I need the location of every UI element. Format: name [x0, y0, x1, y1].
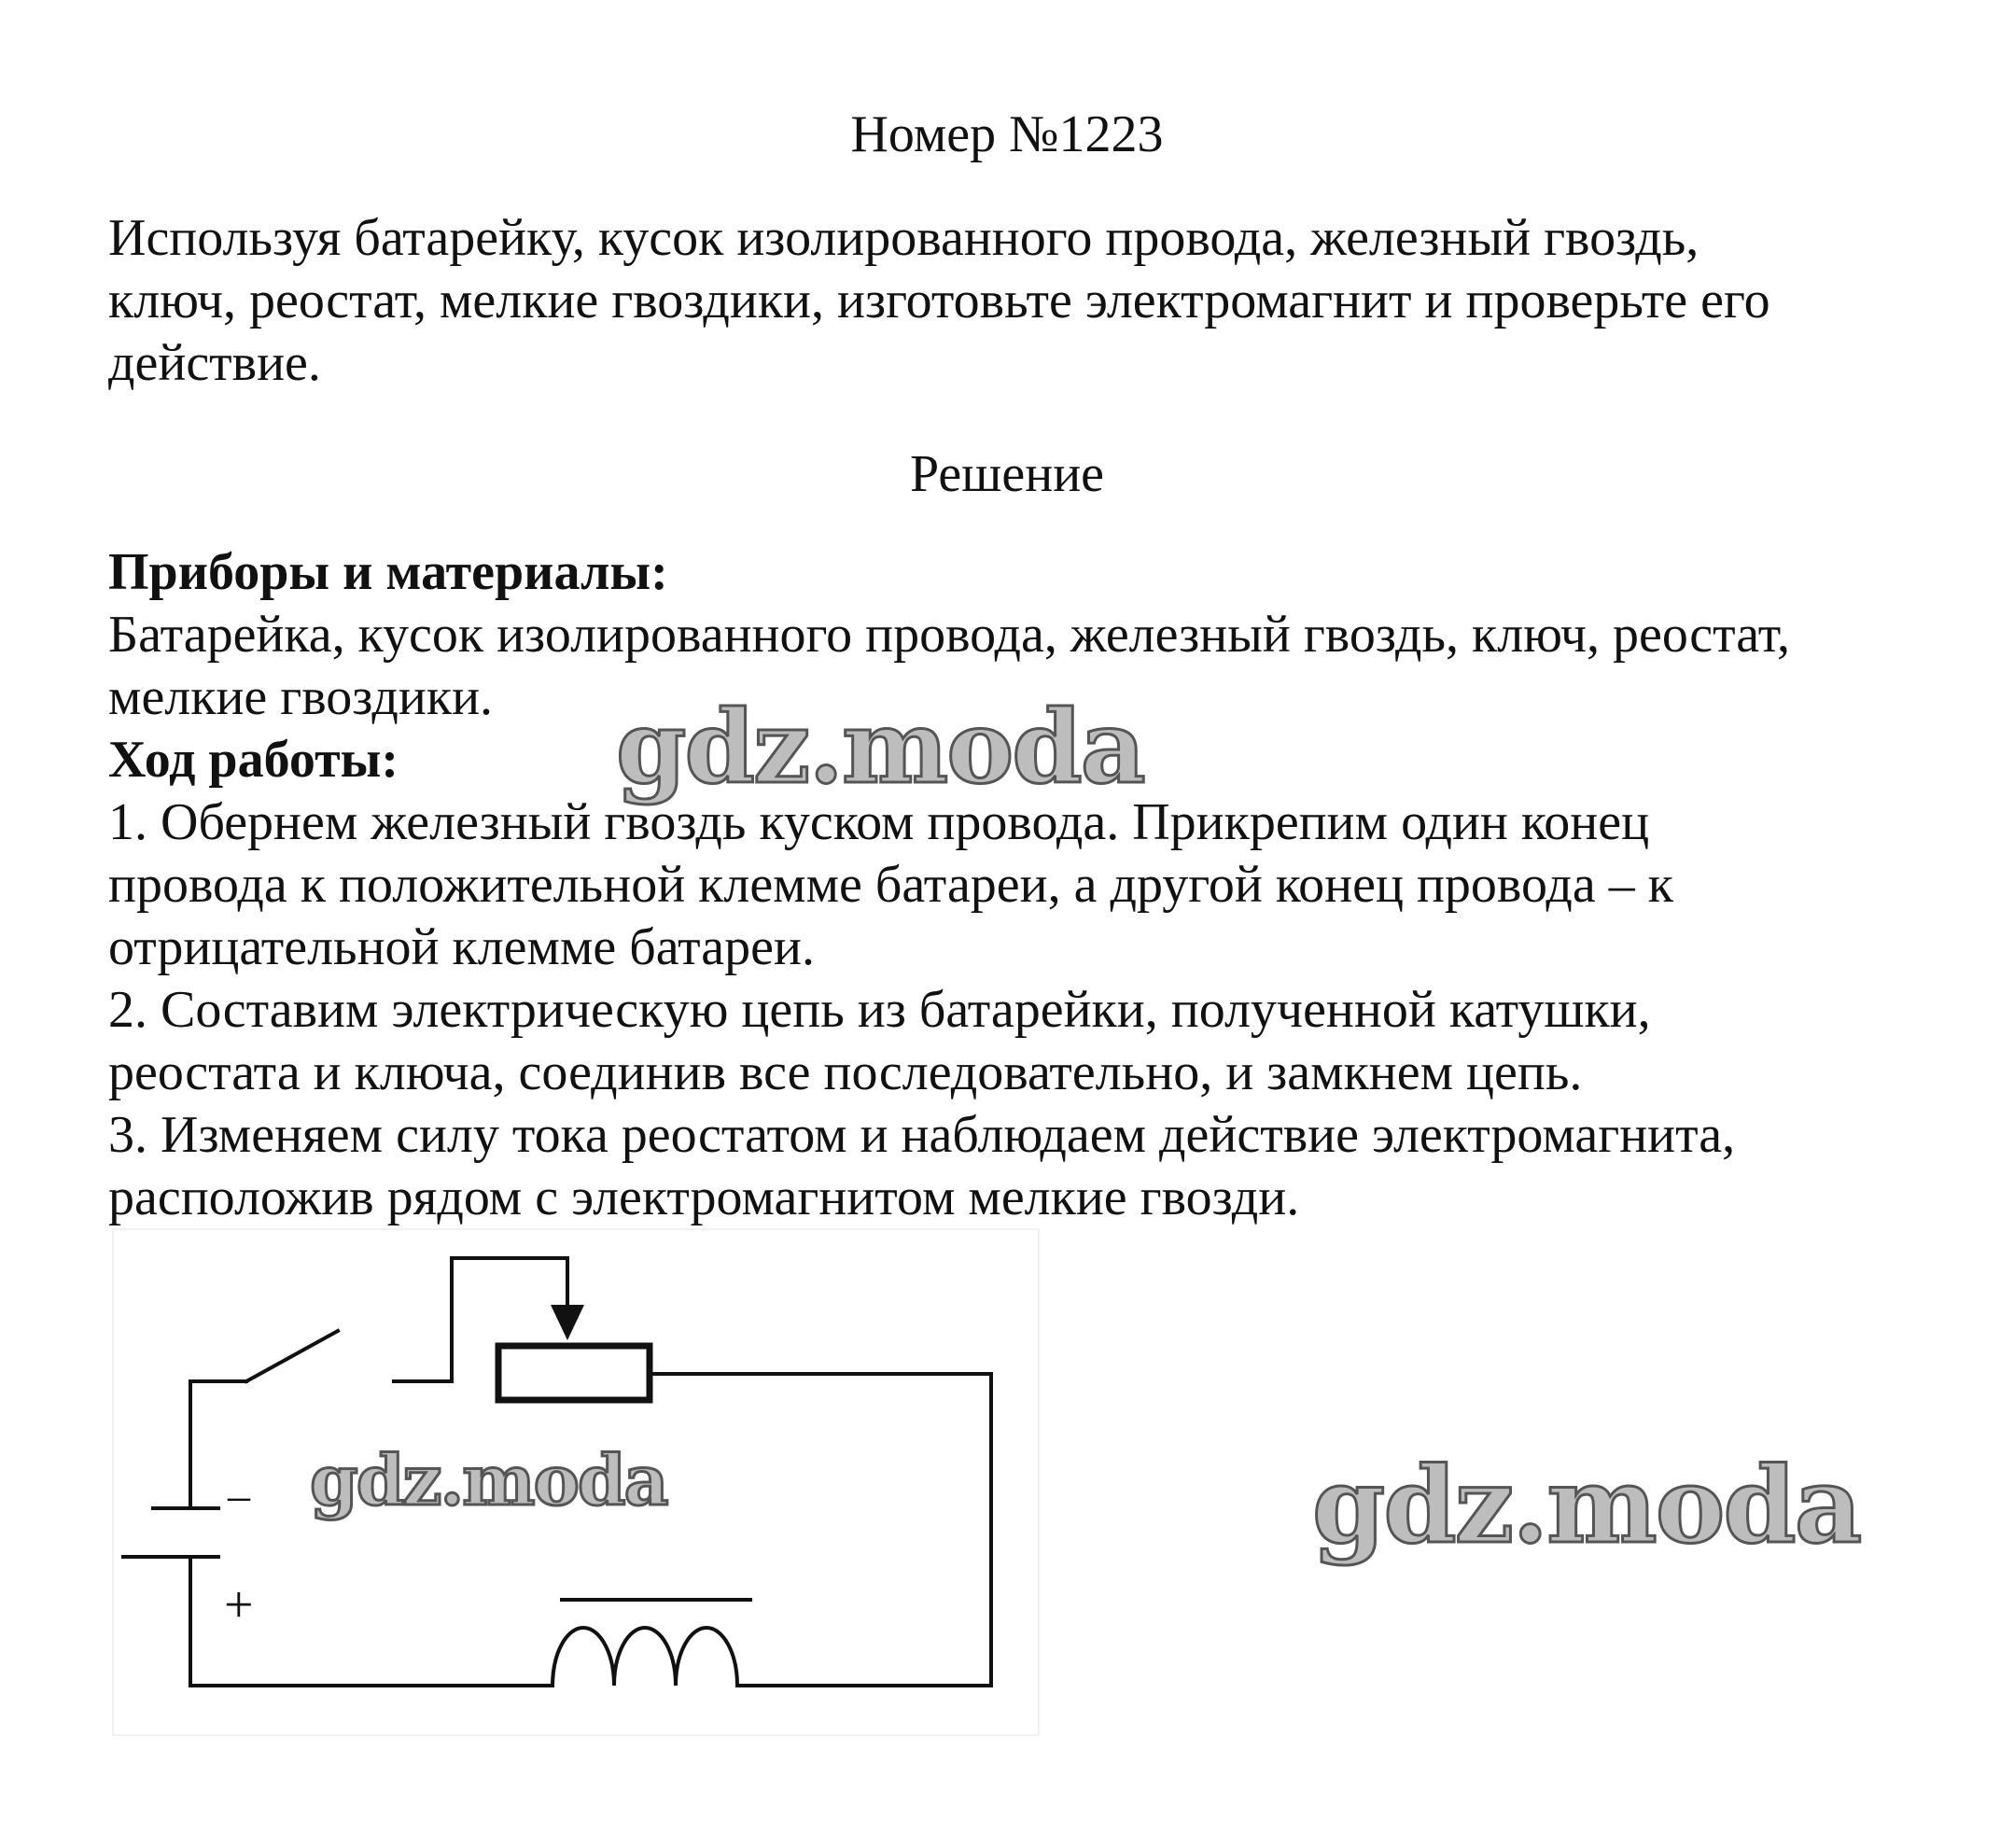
procedure-line: провода к положительной клемме батареи, а другой конец провода – к	[108, 856, 1673, 914]
solution-body	[108, 541, 1965, 1229]
battery-plus-label: +	[224, 1576, 254, 1634]
watermark-logo: gdz.moda	[1312, 1445, 1861, 1567]
slider-wire	[452, 1258, 567, 1381]
watermark-logo: gdz.moda	[310, 1441, 667, 1521]
page-title: Номер №1223	[850, 105, 1164, 163]
battery-minus-label: –	[228, 1471, 250, 1520]
rheostat-resistor	[498, 1346, 650, 1400]
coil-winding	[552, 1628, 775, 1686]
procedure-line: 2. Составим электрическую цепь из батарейки, полученной катушки,	[108, 981, 1651, 1039]
materials-line: Батарейка, кусок изолированного провода, железный гвоздь, ключ, реостат,	[108, 606, 1790, 664]
procedure-line: 1. Обернем железный гвоздь куском провода. Прикрепим один конец	[108, 793, 1650, 851]
task-line: ключ, реостат, мелкие гвоздики, изготовьте электромагнит и проверьте его	[108, 272, 1770, 329]
task-text	[108, 207, 1965, 395]
watermark-logo: gdz.moda	[616, 689, 1144, 806]
task-line: действие.	[108, 334, 321, 392]
procedure-line: реостата и ключа, соединив все последовательно, и замкнем цепь.	[108, 1043, 1583, 1101]
procedure-line: 3. Изменяем силу тока реостатом и наблюдаем действие электромагнита,	[108, 1106, 1736, 1164]
switch-blade	[246, 1331, 338, 1381]
solution-heading: Решение	[909, 445, 1105, 503]
materials-line: мелкие гвоздики.	[108, 668, 494, 726]
wire-right	[650, 1374, 991, 1686]
procedure-line: отрицательной клемме батареи.	[108, 918, 815, 976]
procedure-heading: Ход работы:	[108, 731, 399, 789]
task-line: Используя батарейку, кусок изолированного провода, железный гвоздь,	[108, 209, 1699, 267]
slider-arrowhead	[551, 1305, 584, 1340]
procedure-line: расположив рядом с электромагнитом мелкие гвозди.	[108, 1169, 1300, 1226]
materials-heading: Приборы и материалы:	[108, 543, 668, 601]
circuit-diagram	[114, 1230, 1038, 1734]
